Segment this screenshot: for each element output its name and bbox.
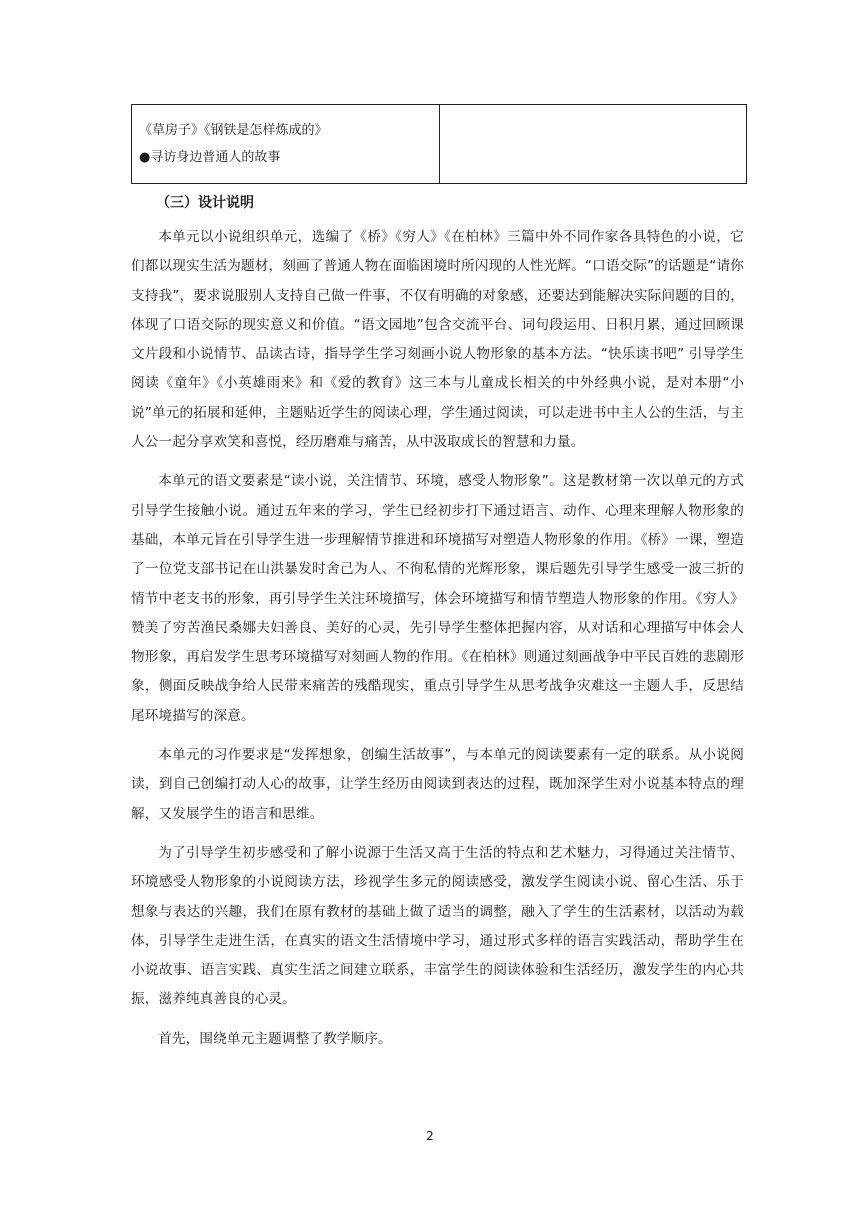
table-cell-line: 《草房子》《钢铁是怎样炼成的》: [139, 123, 328, 138]
paragraph: 本单元以小说组织单元，选编了《桥》《穷人》《在柏林》三篇中外不同作家各具特色的小说，它们都以现实生活为题材，刻画了普通人物在面临困境时所闪现的人性光辉。“口语交际”的话题是“请你支持我”，要求说服别人支持自己做一件事，不仅有明确的对象感，还要达到能解决实际问题的目的，体现了口语交际的现实意义和价值。“语文园地”包含交流平台、词句段运用、日积月累，通过回顾课文片段和小说情节、品读古诗，指导学生学习刻画小说人物形象的基本方法。“快乐读书吧” 引导学生阅读《童年》《小英雄雨来》和《爱的教育》这三本与儿童成长相关的中外经典小说，是对本册“小说”单元的拓展和延伸，主题贴近学生的阅读心理，学生通过阅读，可以走进书中主人公的生活，与主人公一起分享欢笑和喜悦，经历磨难与痛苦，从中汲取成长的智慧和力量。: [131, 229, 744, 451]
paragraph: 为了引导学生初步感受和了解小说源于生活又高于生活的特点和艺术魅力，习得通过关注情节、环境感受人物形象的小说阅读方法，珍视学生多元的阅读感受，激发学生阅读小说、留心生活、乐于想象与表达的兴趣，我们在原有教材的基础上做了适当的调整，融入了学生的生活素材，以活动为载体，引导学生走进生活，在真实的语文生活情境中学习，通过形式多样的语言实践活动，帮助学生在小说故事、语言实践、真实生活之间建立联系，丰富学生的阅读体验和生活经历，激发学生的内心共振，滋养纯真善良的心灵。: [131, 844, 744, 1008]
table: [131, 104, 747, 184]
page-number: 2: [426, 1129, 434, 1143]
paragraph: 本单元的习作要求是“发挥想象，创编生活故事”，与本单元的阅读要素有一定的联系。从小说阅读，到自己创编打动人心的故事，让学生经历由阅读到表达的过程，既加深学生对小说基本特点的理解，又发展学生的语言和思维。: [131, 747, 744, 822]
paragraph: 首先，围绕单元主题调整了教学顺序。: [158, 1030, 392, 1047]
table-cell-line: ●寻访身边普通人的故事: [139, 150, 281, 165]
table-cell-left: [132, 105, 440, 183]
section-heading: （三）设计说明: [156, 195, 254, 211]
body-text: [131, 223, 744, 1064]
paragraph: 本单元的语文要素是“读小说，关注情节、环境，感受人物形象”。这是教材第一次以单元的方式引导学生接触小说。通过五年来的学习，学生已经初步打下通过语言、动作、心理来理解人物形象的基础，本单元旨在引导学生进一步理解情节推进和环境描写对塑造人物形象的作用。《桥》一课，塑造了一位党支部书记在山洪暴发时舍己为人、不徇私情的光辉形象，课后题先引导学生感受一波三折的情节中老支书的形象，再引导学生关注环境描写，体会环境描写和情节塑造人物形象的作用。《穷人》赞美了穷苦渔民桑娜夫妇善良、美好的心灵，先引导学生整体把握内容，从对话和心理描写中体会人物形象，再启发学生思考环境描写对刻画人物的作用。《在柏林》则通过刻画战争中平民百姓的悲剧形象，侧面反映战争给人民带来痛苦的残酷现实，重点引导学生从思考战争灾难这一主题人手，反思结尾环境描写的深意。: [131, 473, 744, 724]
table-cell-right: [440, 105, 746, 183]
